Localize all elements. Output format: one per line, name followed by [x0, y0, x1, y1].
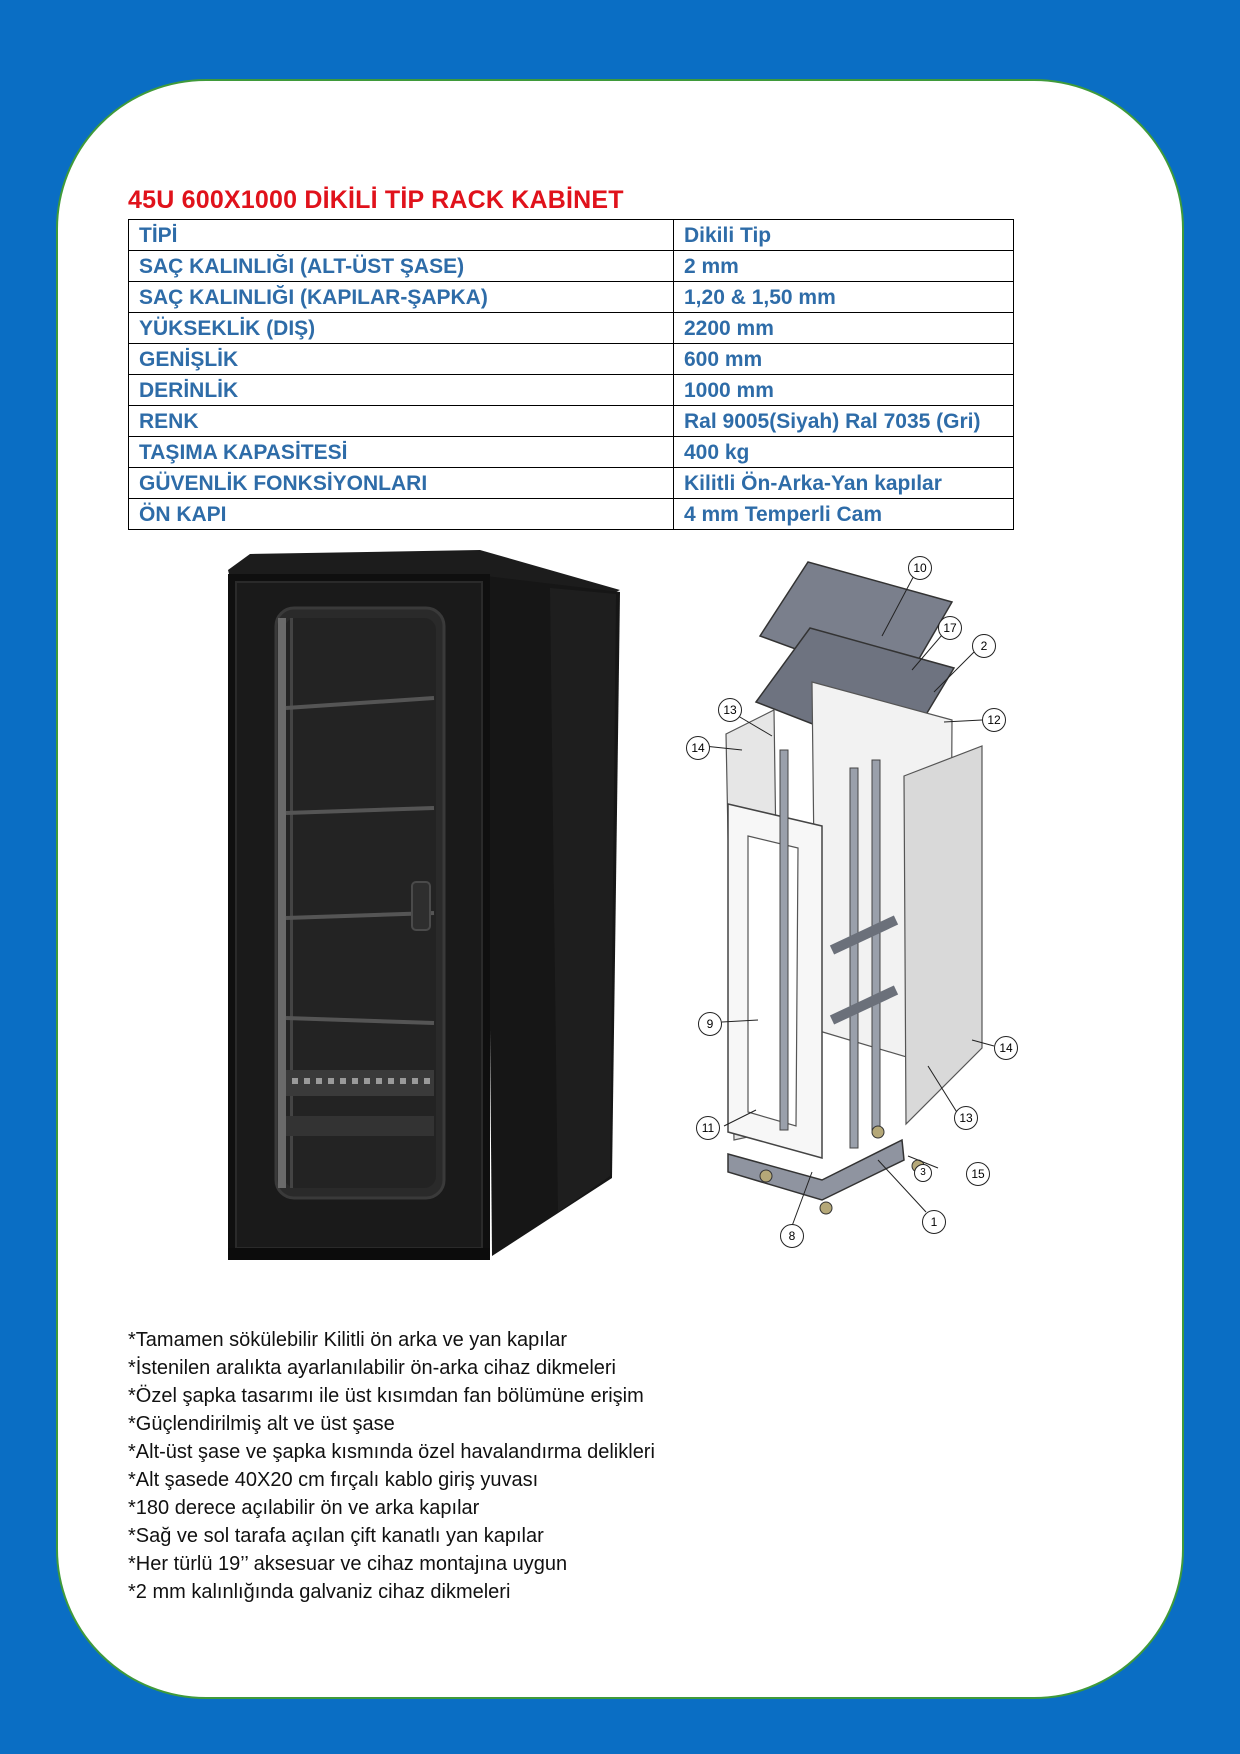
spec-label: SAÇ KALINLIĞI (ALT-ÜST ŞASE) [129, 251, 674, 282]
table-row [129, 251, 1014, 282]
spec-label: GENİŞLİK [129, 344, 674, 375]
callout-label: 9 [698, 1012, 722, 1036]
callout-label: 8 [780, 1224, 804, 1248]
spec-label: RENK [129, 406, 674, 437]
spec-value: 600 mm [674, 344, 1014, 375]
spec-value: Kilitli Ön-Arka-Yan kapılar [674, 468, 1014, 499]
spec-label: TİPİ [129, 220, 674, 251]
list-item: *Alt-üst şase ve şapka kısmında özel havalandırma delikleri [128, 1441, 655, 1463]
table-row [129, 313, 1014, 344]
callout-label: 11 [696, 1116, 720, 1140]
spec-value: 2200 mm [674, 313, 1014, 344]
callout-label: 10 [908, 556, 932, 580]
callout-label: 15 [966, 1162, 990, 1186]
callout-label: 17 [938, 616, 962, 640]
table-row [129, 406, 1014, 437]
spec-value: Ral 9005(Siyah) Ral 7035 (Gri) [674, 406, 1014, 437]
list-item: *Tamamen sökülebilir Kilitli ön arka ve yan kapılar [128, 1329, 568, 1351]
callout-label: 2 [972, 634, 996, 658]
table-row [129, 220, 1014, 251]
list-item: *180 derece açılabilir ön ve arka kapılar [128, 1497, 480, 1519]
spec-label: YÜKSEKLİK (DIŞ) [129, 313, 674, 344]
spec-value: 400 kg [674, 437, 1014, 468]
table-row [129, 499, 1014, 530]
spec-label: ÖN KAPI [129, 499, 674, 530]
table-row [129, 468, 1014, 499]
list-item: *Her türlü 19’’ aksesuar ve cihaz montajına uygun [128, 1553, 568, 1575]
callout-label: 3 [914, 1164, 932, 1182]
spec-label: DERİNLİK [129, 375, 674, 406]
spec-label: TAŞIMA KAPASİTESİ [129, 437, 674, 468]
spec-value: Dikili Tip [674, 220, 1014, 251]
list-item: *Güçlendirilmiş alt ve üst şase [128, 1413, 395, 1435]
list-item: *2 mm kalınlığında galvaniz cihaz dikmeleri [128, 1581, 511, 1603]
list-item: *Sağ ve sol tarafa açılan çift kanatlı yan kapılar [128, 1525, 544, 1547]
list-item: *Alt şasede 40X20 cm fırçalı kablo giriş yuvası [128, 1469, 539, 1491]
spec-table [128, 219, 1014, 530]
callout-label: 13 [718, 698, 742, 722]
table-row [129, 282, 1014, 313]
feature-list [128, 1326, 655, 1606]
spec-value: 1,20 & 1,50 mm [674, 282, 1014, 313]
callout-label: 12 [982, 708, 1006, 732]
rack-cabinet-photo [220, 548, 622, 1262]
callout-label: 1 [922, 1210, 946, 1234]
callout-label: 14 [686, 736, 710, 760]
table-row [129, 375, 1014, 406]
spec-value: 4 mm Temperli Cam [674, 499, 1014, 530]
list-item: *Özel şapka tasarımı ile üst kısımdan fan bölümüne erişim [128, 1385, 644, 1407]
spec-label: SAÇ KALINLIĞI (KAPILAR-ŞAPKA) [129, 282, 674, 313]
spec-value: 2 mm [674, 251, 1014, 282]
spec-label: GÜVENLİK FONKSİYONLARI [129, 468, 674, 499]
diagram-callouts [682, 550, 1034, 1246]
table-row [129, 344, 1014, 375]
callout-label: 14 [994, 1036, 1018, 1060]
callout-label: 13 [954, 1106, 978, 1130]
list-item: *İstenilen aralıkta ayarlanılabilir ön-arka cihaz dikmeleri [128, 1357, 616, 1379]
table-row [129, 437, 1014, 468]
page-title: 45U 600X1000 DİKİLİ TİP RACK KABİNET [128, 186, 624, 214]
spec-value: 1000 mm [674, 375, 1014, 406]
